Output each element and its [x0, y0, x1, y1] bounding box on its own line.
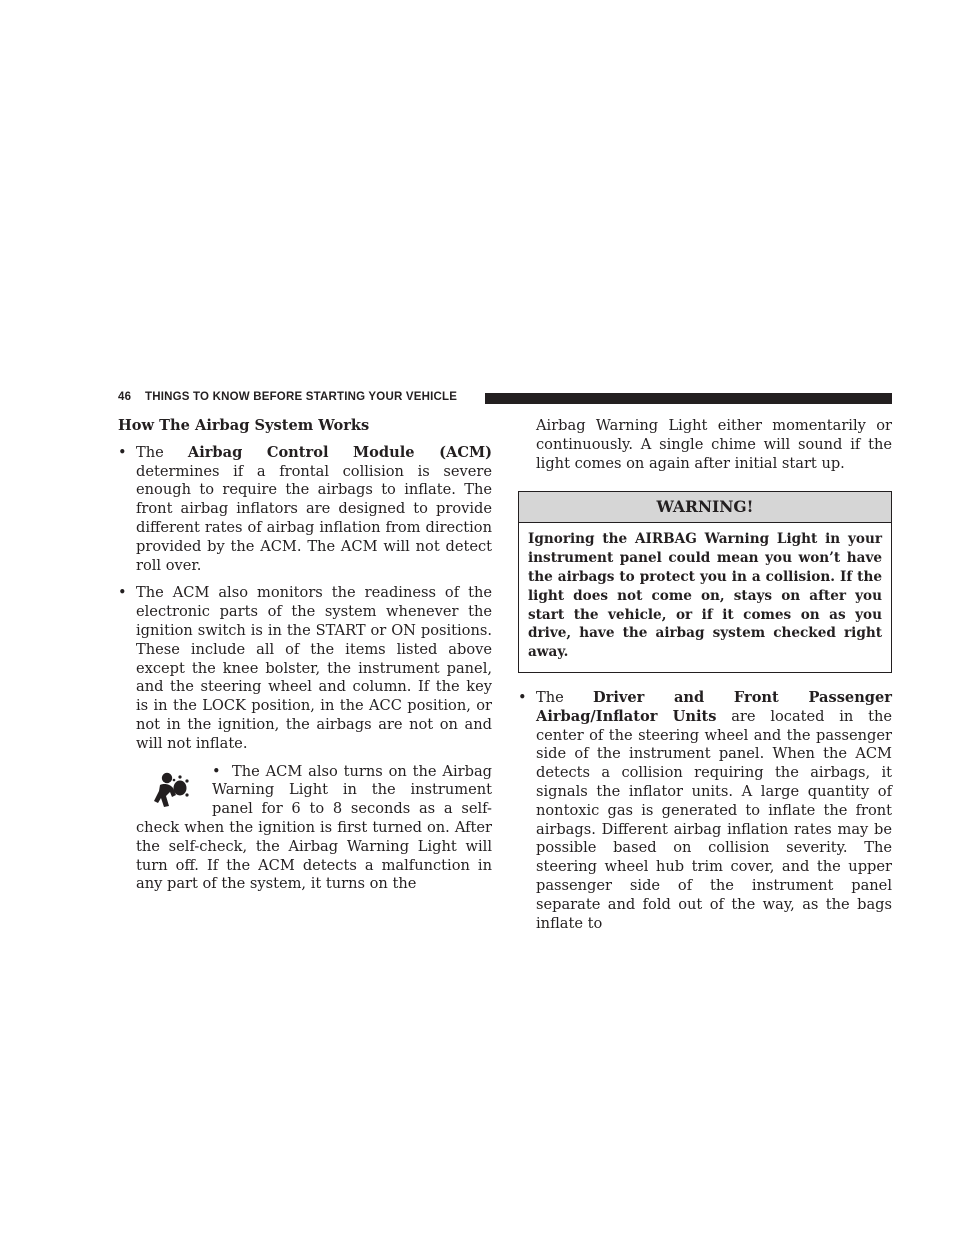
airbag-warning-icon: [150, 771, 190, 809]
continued-paragraph: Airbag Warning Light either momentarily or continuously. A single chime will sound if the light comes on again after initial start up.: [536, 417, 892, 472]
page-number: 46: [118, 391, 132, 403]
section-title: THINGS TO KNOW BEFORE STARTING YOUR VEHICLE: [145, 391, 458, 403]
page-header: [118, 389, 892, 405]
bullet-acm-monitors: • The ACM also monitors the readiness of the electronic parts of the system whenever the ignition switch is in the START or ON positions. These include all of the items listed above except the knee bolster, the instrument panel, and the steering wheel and column. If the key is in the LOCK position, in the ACC position, or not in the ignition, the airbags are not on and will not inflate.: [118, 584, 492, 752]
warning-title: WARNING!: [519, 492, 891, 523]
bullet-dot: •: [518, 688, 527, 706]
bullet-dot: •: [212, 762, 221, 780]
header-rule-bar: [485, 393, 892, 404]
section-heading: How The Airbag System Works: [118, 417, 370, 434]
right-column: [518, 417, 892, 942]
bullet-acm-determines: • The Airbag Control Module (ACM) determines if a frontal collision is severe enough to require the airbags to inflate. The front airbag inflators are designed to provide different rates of airbag inflation from direction provided by the ACM. The ACM will not detect roll over.: [118, 443, 492, 574]
bullet-dot: •: [118, 584, 127, 602]
bold-term: Driver and Front Passenger Airbag/Inflator Units: [536, 688, 892, 725]
bold-term: Airbag Control Module (ACM): [187, 443, 492, 461]
bullet-inflator-units: • The Driver and Front Passenger Airbag/Inflator Units are located in the center of the steering wheel and the passenger side of the instrument panel. When the ACM detects a collision requiring the airbags, it signals the inflator units. A large quantity of nontoxic gas is generated to inflate the front airbags. Different airbag inflation rates may be possible based on collision severity. The steering wheel hub trim cover, and the upper passenger side of the instrument panel separate and fold out of the way, as the bags inflate to: [518, 688, 892, 932]
warning-body: Ignoring the AIRBAG Warning Light in your instrument panel could mean you won’t have the airbags to protect you in a collision. If the light does not come on, stays on after you start the vehicle, or if it comes on as you drive, have the airbag system checked right away.: [528, 531, 882, 661]
bullet-warning-light: • The ACM also turns on the Airbag Warning Light in the instrument panel for 6 to 8 seconds as a self-check when the ignition is first turned on. After the self-check, the Airbag Warning Light will turn off. If the ACM detects a malfunction in any part of the system, it turns on the: [136, 762, 492, 893]
bullet-dot: •: [118, 443, 127, 461]
warning-box: [518, 491, 892, 673]
left-column: [118, 417, 492, 894]
